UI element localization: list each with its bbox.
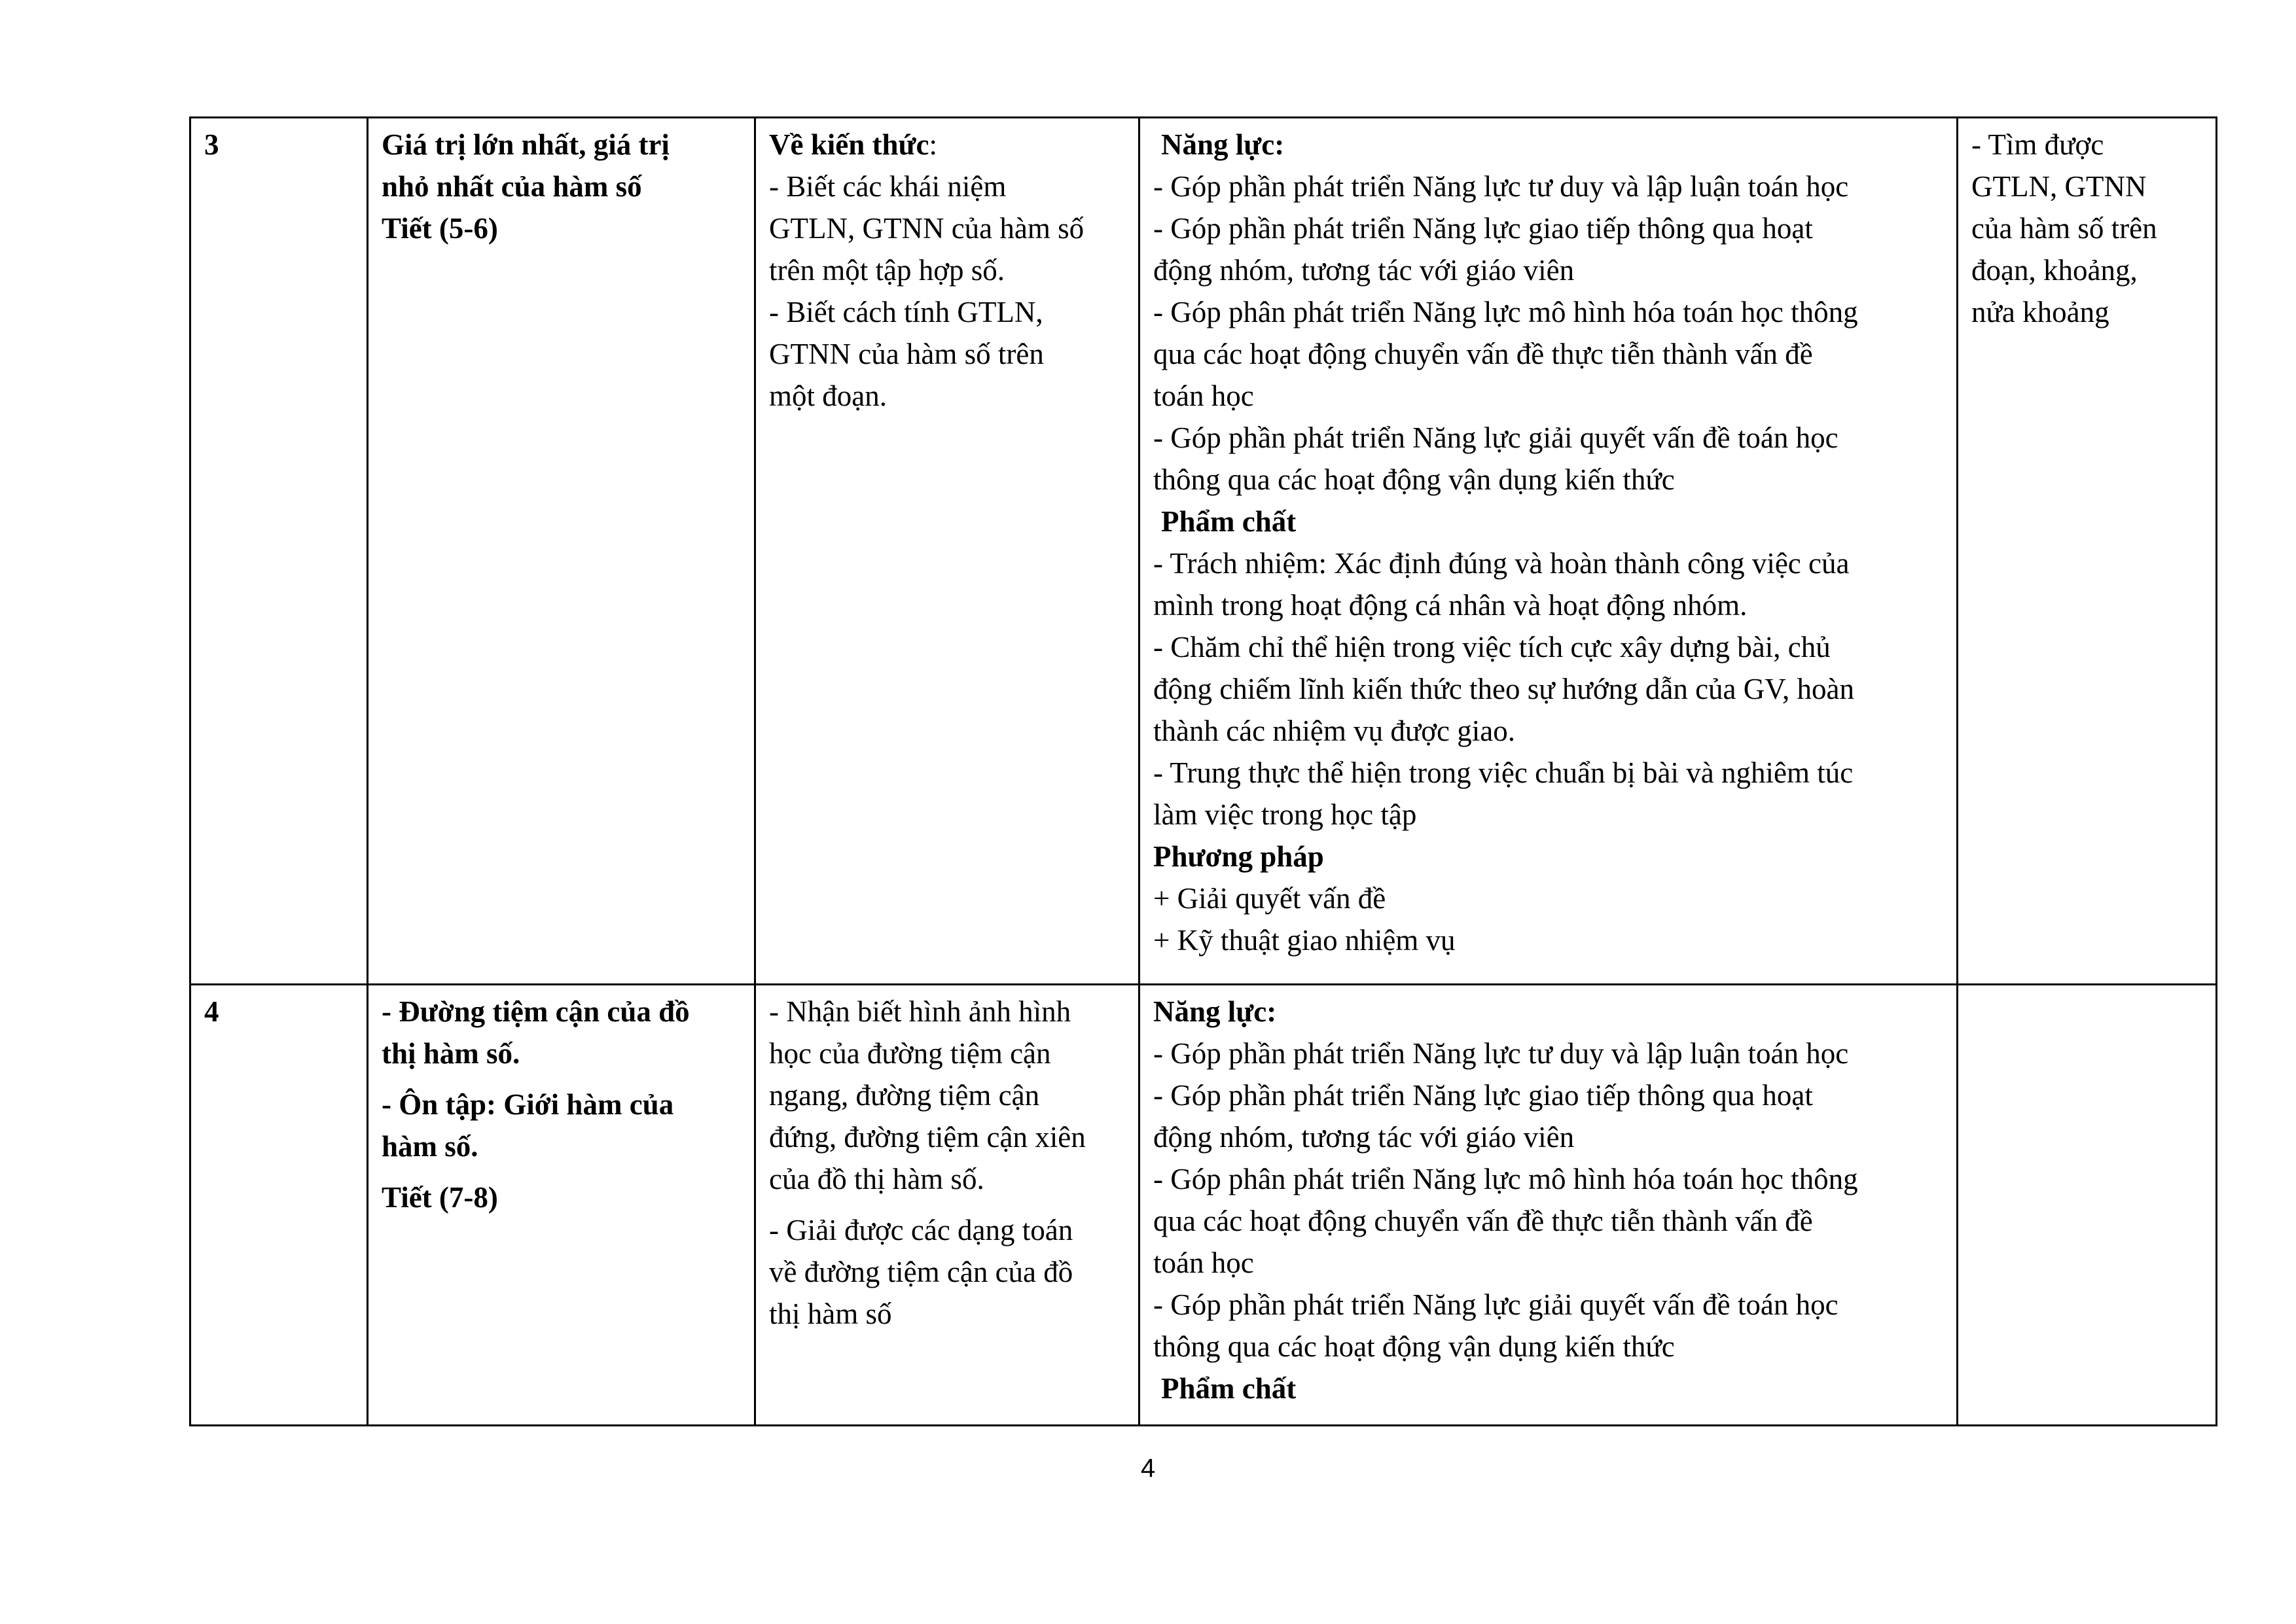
knowledge-line: thị hàm số xyxy=(769,1297,892,1330)
quality-line: làm việc trong học tập xyxy=(1153,798,1417,831)
requirement-line: - Tìm được xyxy=(1971,128,2104,161)
competency-line: - Góp phần phát triển Năng lực tư duy và lập luận toán học xyxy=(1153,170,1849,203)
knowledge-heading-colon: : xyxy=(929,128,938,161)
knowledge-line: trên một tập hợp số. xyxy=(769,254,1005,287)
competency-line: - Góp phần phát triển Năng lực giao tiếp thông qua hoạt xyxy=(1153,1079,1813,1112)
competency-line: toán học xyxy=(1153,1246,1254,1279)
requirement-line: GTLN, GTNN xyxy=(1971,170,2147,203)
topic-line: - Đường tiệm cận của đồ xyxy=(382,995,690,1028)
knowledge-line: một đoạn. xyxy=(769,380,887,412)
knowledge-cell xyxy=(755,118,1139,985)
competency-line: qua các hoạt động chuyển vấn đề thực tiễn thành vấn đề xyxy=(1153,1205,1813,1237)
competency-line: thông qua các hoạt động vận dụng kiến thức xyxy=(1153,463,1675,496)
table-row xyxy=(190,118,2217,985)
knowledge-line: học của đường tiệm cận xyxy=(769,1037,1051,1070)
topic-line: Tiết (5-6) xyxy=(382,212,498,245)
method-heading: Phương pháp xyxy=(1153,840,1324,873)
competency-cell xyxy=(1139,118,1958,985)
table-row xyxy=(190,985,2217,1426)
topic-line: hàm số. xyxy=(382,1130,478,1163)
requirement-cell xyxy=(1958,118,2217,985)
topic-line: thị hàm số. xyxy=(382,1037,520,1070)
knowledge-cell xyxy=(755,985,1139,1426)
lesson-topic-cell xyxy=(368,118,755,985)
quality-line: động chiếm lĩnh kiến thức theo sự hướng dẫn của GV, hoàn xyxy=(1153,673,1854,705)
knowledge-line: ngang, đường tiệm cận xyxy=(769,1079,1040,1112)
requirement-line: đoạn, khoảng, xyxy=(1971,254,2138,287)
competency-line: - Góp phân phát triển Năng lực mô hình hóa toán học thông xyxy=(1153,1163,1858,1195)
quality-line: mình trong hoạt động cá nhân và hoạt động nhóm. xyxy=(1153,589,1748,622)
topic-line: Giá trị lớn nhất, giá trị xyxy=(382,128,670,161)
competency-line: - Góp phân phát triển Năng lực mô hình hóa toán học thông xyxy=(1153,296,1858,328)
method-line: + Giải quyết vấn đề xyxy=(1153,882,1386,915)
competency-heading: Năng lực: xyxy=(1153,995,1277,1028)
knowledge-heading: Về kiến thức xyxy=(769,128,929,161)
competency-line: qua các hoạt động chuyển vấn đề thực tiễn thành vấn đề xyxy=(1153,338,1813,370)
topic-line: nhỏ nhất của hàm số xyxy=(382,170,642,203)
lesson-plan-table xyxy=(189,116,2217,1426)
knowledge-line: - Biết cách tính GTLN, xyxy=(769,296,1043,328)
competency-line: động nhóm, tương tác với giáo viên xyxy=(1153,254,1575,287)
competency-line: động nhóm, tương tác với giáo viên xyxy=(1153,1121,1575,1154)
knowledge-line: về đường tiệm cận của đồ xyxy=(769,1256,1073,1288)
knowledge-line: - Nhận biết hình ảnh hình xyxy=(769,995,1071,1028)
requirement-line: nửa khoảng xyxy=(1971,296,2109,328)
page-number: 4 xyxy=(1140,1454,1156,1483)
requirement-cell xyxy=(1958,985,2217,1426)
lesson-topic-cell xyxy=(368,985,755,1426)
knowledge-line: của đồ thị hàm số. xyxy=(769,1163,984,1195)
row-number: 4 xyxy=(190,985,368,1426)
knowledge-line: GTLN, GTNN của hàm số xyxy=(769,212,1085,245)
quality-heading: Phẩm chất xyxy=(1161,1372,1297,1405)
knowledge-line: đứng, đường tiệm cận xiên xyxy=(769,1121,1086,1154)
competency-line: - Góp phần phát triển Năng lực giao tiếp thông qua hoạt xyxy=(1153,212,1813,245)
quality-line: - Trách nhiệm: Xác định đúng và hoàn thành công việc của xyxy=(1153,547,1850,580)
topic-line: Tiết (7-8) xyxy=(382,1181,498,1214)
method-line: + Kỹ thuật giao nhiệm vụ xyxy=(1153,924,1456,957)
competency-cell xyxy=(1139,985,1958,1426)
competency-line: - Góp phần phát triển Năng lực tư duy và lập luận toán học xyxy=(1153,1037,1849,1070)
competency-line: toán học xyxy=(1153,380,1254,412)
quality-line: - Chăm chỉ thể hiện trong việc tích cực xây dựng bài, chủ xyxy=(1153,631,1831,663)
knowledge-line: - Biết các khái niệm xyxy=(769,170,1007,203)
quality-line: - Trung thực thể hiện trong việc chuẩn bị bài và nghiêm túc xyxy=(1153,756,1854,789)
requirement-line: của hàm số trên xyxy=(1971,212,2157,245)
competency-line: thông qua các hoạt động vận dụng kiến thức xyxy=(1153,1330,1675,1363)
quality-line: thành các nhiệm vụ được giao. xyxy=(1153,715,1516,747)
competency-line: - Góp phần phát triển Năng lực giải quyết vấn đề toán học xyxy=(1153,421,1839,454)
competency-line: - Góp phần phát triển Năng lực giải quyết vấn đề toán học xyxy=(1153,1288,1839,1321)
row-number: 3 xyxy=(190,118,368,985)
competency-heading: Năng lực: xyxy=(1161,128,1285,161)
knowledge-line: - Giải được các dạng toán xyxy=(769,1214,1073,1246)
knowledge-line: GTNN của hàm số trên xyxy=(769,338,1044,370)
topic-line: - Ôn tập: Giới hàm của xyxy=(382,1088,674,1121)
quality-heading: Phẩm chất xyxy=(1161,505,1297,538)
